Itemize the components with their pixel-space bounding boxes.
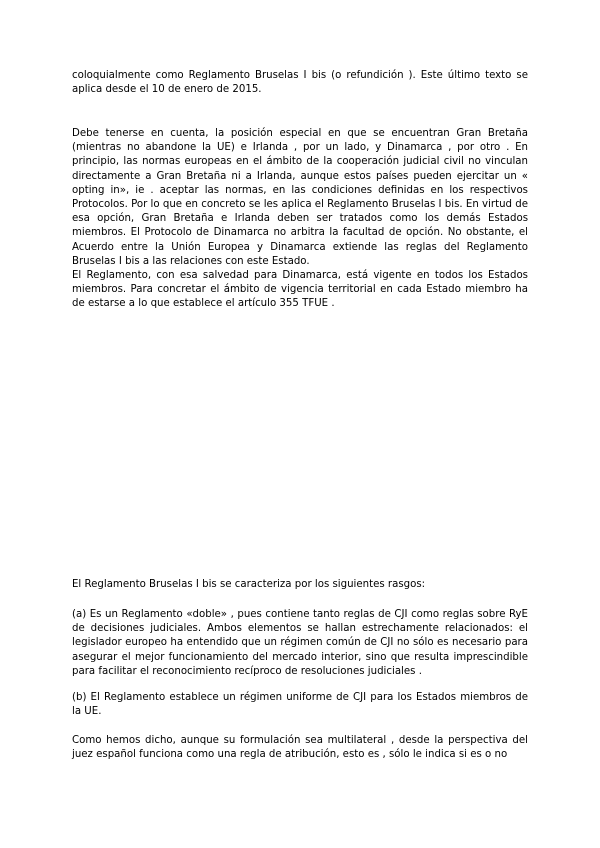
paragraph-rasgos-intro: El Reglamento Bruselas I bis se caracteriza por los siguientes rasgos: xyxy=(72,579,426,590)
paragraph-rasgo-b: (b) El Reglamento establece un régimen uniforme de CJI para los Estados miembros de la UE. xyxy=(72,692,528,718)
paragraph-vigencia-territorial: El Reglamento, con esa salvedad para Dinamarca, está vigente en todos los Estados miembros. Para concretar el ámbito de vigencia territorial en cada Estado miembro ha de estarse a lo que establece el artículo 355 TFUE . xyxy=(72,270,528,310)
paragraph-rasgo-a: (a) Es un Reglamento «doble» , pues contiene tanto reglas de CJI como reglas sobre RyE de decisiones judiciales. Ambos elementos se hallan estrechamente relacionados: el legislador europeo ha entendido que un régimen común de CJI no sólo es necesario para asegurar el mejor funcionamiento del mercado interior, sino que resulta imprescindible para facilitar el reconocimiento recíproco de resoluciones judiciales . xyxy=(72,609,528,677)
paragraph-multilateral: Como hemos dicho, aunque su formulación sea multilateral , desde la perspectiva del juez español funciona como una regla de atribución, esto es , sólo le indica si es o no xyxy=(72,735,528,761)
paragraph-gran-bretana-irlanda-dinamarca: Debe tenerse en cuenta, la posición especial en que se encuentran Gran Bretaña (mientras no abandone la UE) e Irlanda , por un lado, y Dinamarca , por otro . En principio, las normas europeas en el ámbito de la cooperación judicial civil no vinculan directamente a Gran Bretaña ni a Irlanda, aunque estos países pueden ejercitar un « opting in», ie . aceptar las normas, en las condiciones definidas en los respectivos Protocolos. Por lo que en concreto se les aplica el Reglamento Bruselas I bis. En virtud de esa opción, Gran Bretaña e Irlanda deben ser tratados como los demás Estados miembros. El Protocolo de Dinamarca no arbitra la facultad de opción. No obstante, el Acuerdo entre la Unión Europea y Dinamarca extiende las reglas del Reglamento Bruselas I bis a las relaciones con este Estado. xyxy=(72,128,528,267)
paragraph-bruselas-intro: coloquialmente como Reglamento Bruselas I bis (o refundición ). Este último texto se aplica desde el 10 de enero de 2015. xyxy=(72,70,528,96)
